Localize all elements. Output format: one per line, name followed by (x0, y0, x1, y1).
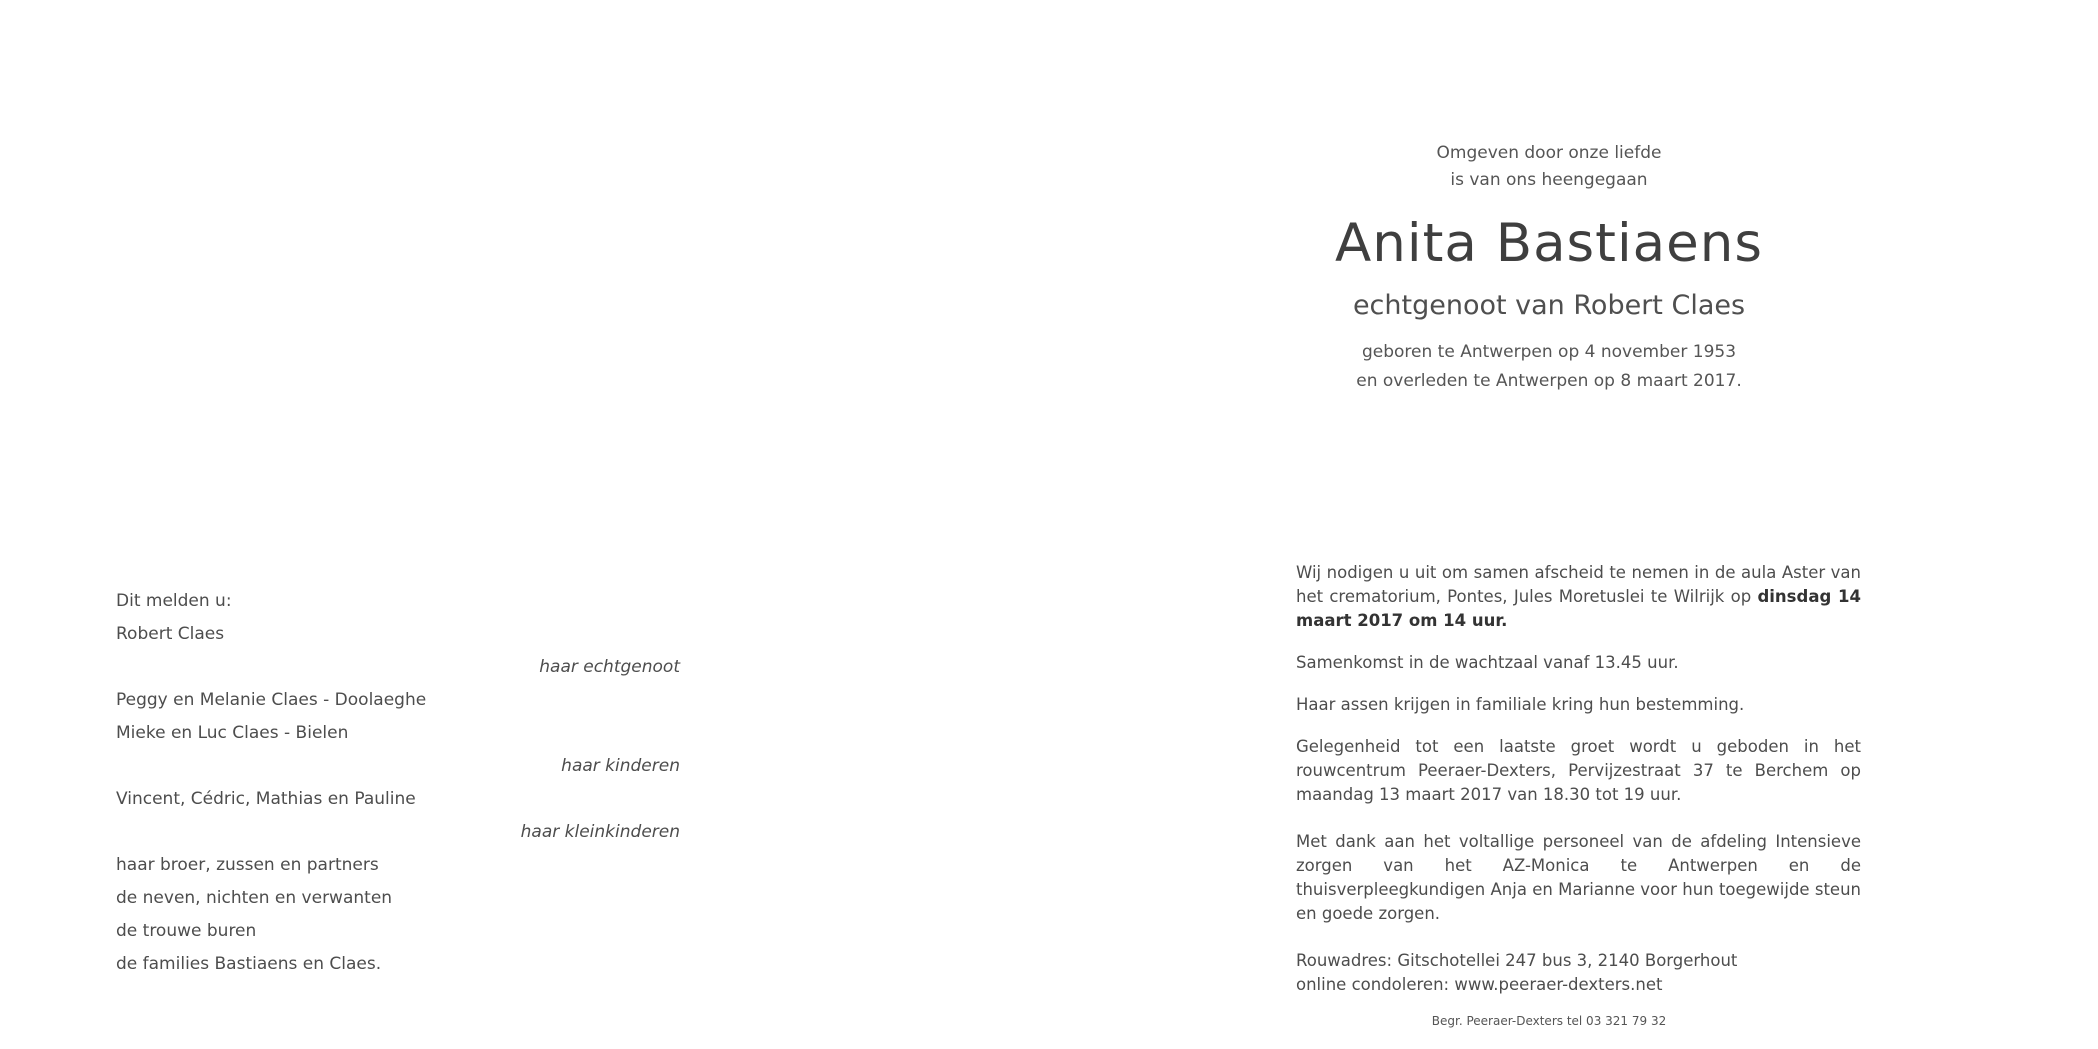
invitation-text: Wij nodigen u uit om samen afscheid te nemen in de aula Aster van het crematorium, Pontes, Jules Moretuslei te Wilrijk op (1296, 563, 1861, 606)
announcers-list (116, 585, 680, 981)
gathering-paragraph: Samenkomst in de wachtzaal vanaf 13.45 uur. (1296, 653, 1679, 672)
funeral-home-footer: Begr. Peeraer-Dexters tel 03 321 79 32 (1431, 1014, 1667, 1028)
invitation-paragraph (1296, 561, 1861, 633)
other-relative-entry: de trouwe buren (116, 921, 257, 941)
child-entry: Mieke en Luc Claes - Bielen (116, 723, 349, 743)
ashes-paragraph: Haar assen krijgen in familiale kring hun bestemming. (1296, 695, 1745, 714)
other-relative-entry: haar broer, zussen en partners (116, 855, 379, 875)
dates-block (1249, 338, 1849, 396)
children-role: haar kinderen (561, 756, 680, 776)
ceremony-details (1296, 561, 1861, 997)
online-condolences: online condoleren: www.peeraer-dexters.net (1296, 975, 1663, 994)
spouse-role: haar echtgenoot (539, 657, 680, 677)
obituary-header (1249, 140, 1849, 396)
address-block (1296, 949, 1861, 997)
other-relative-entry: de neven, nichten en verwanten (116, 888, 393, 908)
spouse-name: Robert Claes (116, 624, 225, 644)
intro-line: is van ons heengegaan (1450, 170, 1648, 190)
spouse-line: echtgenoot van Robert Claes (1352, 290, 1746, 321)
right-page (1049, 0, 2098, 1049)
grandchildren-names: Vincent, Cédric, Mathias en Pauline (116, 789, 416, 809)
birth-line: geboren te Antwerpen op 4 november 1953 (1361, 342, 1737, 362)
grandchildren-role: haar kleinkinderen (520, 822, 680, 842)
intro-line: Omgeven door onze liefde (1436, 143, 1662, 163)
child-entry: Peggy en Melanie Claes - Doolaeghe (116, 690, 427, 710)
deceased-name: Anita Bastiaens (1335, 213, 1763, 274)
death-line: en overleden te Antwerpen op 8 maart 2017. (1356, 371, 1742, 391)
announcers-intro: Dit melden u: (116, 591, 232, 611)
other-relative-entry: de families Bastiaens en Claes. (116, 954, 382, 974)
visitation-paragraph: Gelegenheid tot een laatste groet wordt u geboden in het rouwcentrum Peeraer-Dexters, Pervijzestraat 37 te Berchem op maandag 13 maart 2017 van 18.30 tot 19 uur. (1296, 737, 1861, 804)
ceremony-date: dinsdag 14 maart 2017 om 14 uur. (1296, 587, 1862, 630)
thanks-paragraph: Met dank aan het voltallige personeel van de afdeling Intensieve zorgen van het AZ-Monica te Antwerpen en de thuisverpleegkundigen Anja en Marianne voor hun toegewijde steun en goede zorgen. (1296, 832, 1861, 923)
mourning-address: Rouwadres: Gitschotellei 247 bus 3, 2140 Borgerhout (1296, 951, 1738, 970)
